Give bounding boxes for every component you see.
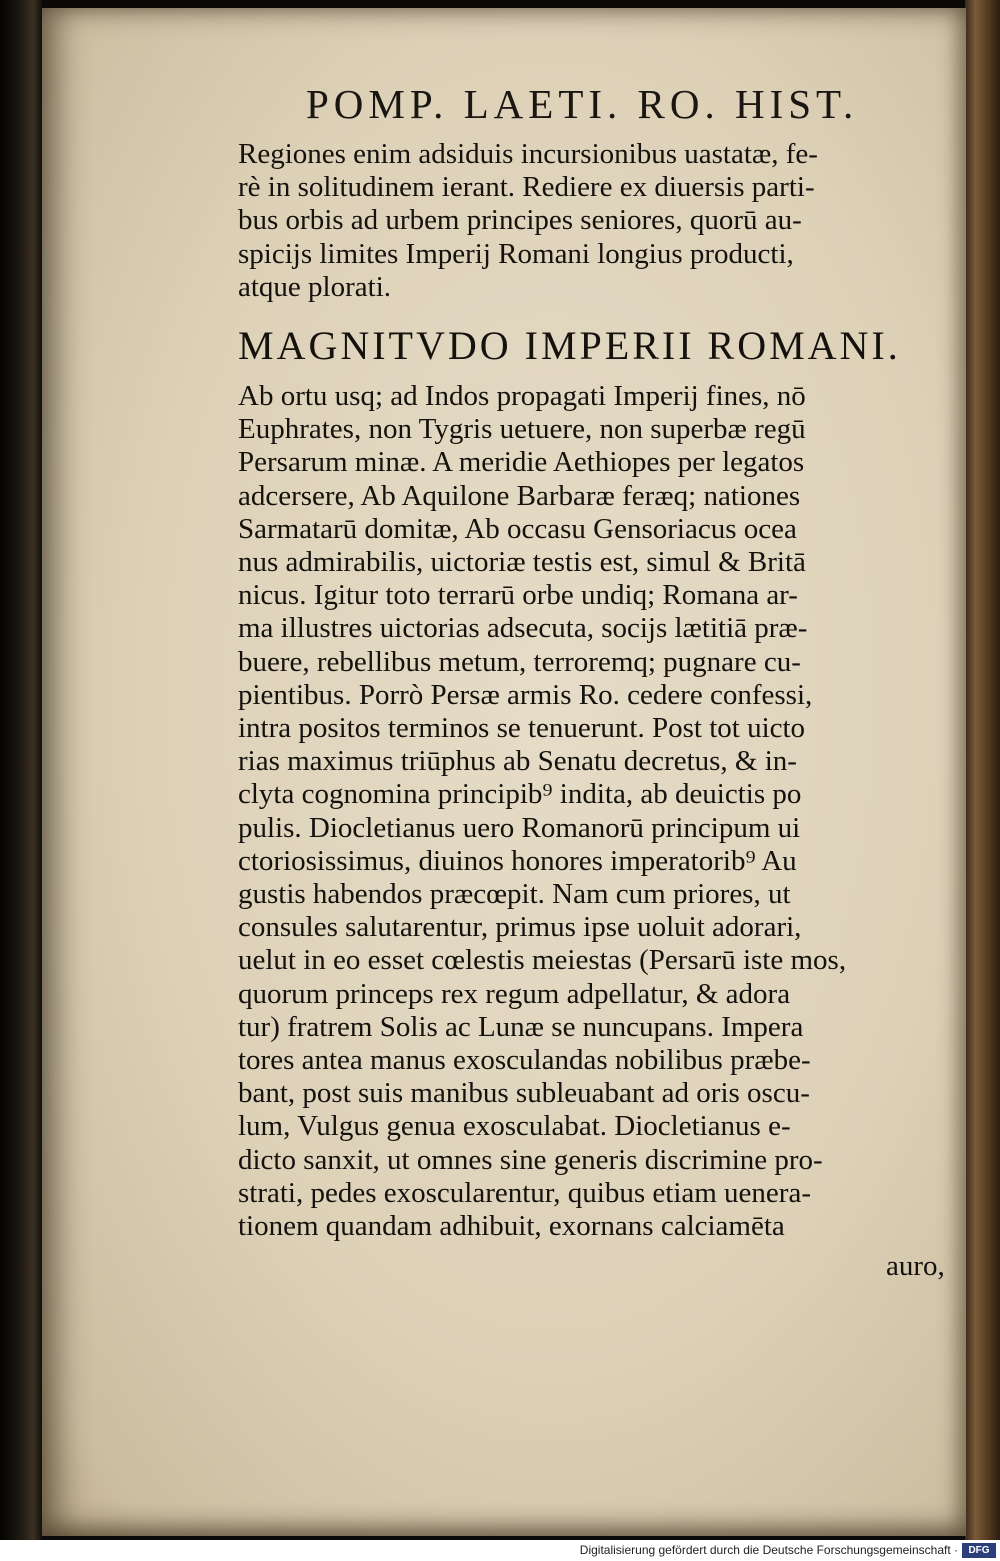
book-page — [42, 8, 966, 1536]
book-cover-edge — [965, 0, 1000, 1561]
catchword: auro, — [886, 1250, 945, 1282]
text-line: gustis habendos præcœpit. Nam cum priores, ut — [238, 878, 791, 911]
text-line: dicto sanxit, ut omnes sine generis discrimine pro- — [238, 1143, 823, 1176]
text-line: intra positos terminos se tenuerunt. Post tot uicto — [238, 712, 806, 745]
text-line: Regiones enim adsiduis incursionibus uastatæ, fe- — [238, 138, 818, 170]
text-line: lum, Vulgus genua exosculabat. Diocletianus e- — [238, 1110, 791, 1143]
text-line: buere, rebellibus metum, terroremq; pugnare cu- — [238, 645, 801, 678]
text-line: uelut in eo esset cœlestis meiestas (Persarū iste mos, — [238, 944, 847, 977]
text-line: ma illustres uictorias adsecuta, socijs lætitiā præ- — [238, 612, 808, 645]
text-line: nus admirabilis, uictoriæ testis est, simul & Britā — [238, 546, 806, 579]
text-line: atque plorati. — [238, 270, 392, 303]
text-block — [238, 138, 958, 1243]
text-line: rè in solitudinem ierant. Rediere ex diuersis parti- — [238, 171, 815, 204]
text-line: adcersere, Ab Aquilone Barbaræ feræq; nationes — [238, 479, 801, 512]
footer-credit: Digitalisierung gefördert durch die Deutsche Forschungsgemeinschaft · — [579, 1543, 958, 1557]
text-line: Sarmatarū domitæ, Ab occasu Gensoriacus ocea — [238, 512, 797, 545]
text-line: nicus. Igitur toto terrarū orbe undiq; Romana ar- — [238, 579, 798, 612]
text-line: bus orbis ad urbem principes seniores, quorū au- — [238, 204, 802, 237]
text-line: tores antea manus exosculandas nobilibus præbe- — [238, 1044, 811, 1077]
text-line: clyta cognomina principib⁹ indita, ab deuictis po — [238, 778, 802, 811]
running-head: POMP. LAETI. RO. HIST. — [306, 81, 859, 127]
text-line: pulis. Diocletianus uero Romanorū principum ui — [238, 811, 801, 844]
section-heading: MAGNITVDO IMPERII ROMANI. — [238, 323, 901, 369]
text-line: ctoriosissimus, diuinos honores imperatorib⁹ Au — [238, 844, 797, 877]
text-line: Persarum minæ. A meridie Aethiopes per legatos — [238, 446, 805, 479]
text-line: bant, post suis manibus subleuabant ad oris oscu- — [238, 1077, 810, 1110]
text-line: spicijs limites Imperij Romani longius producti, — [238, 237, 794, 270]
paragraph-1 — [238, 138, 958, 304]
text-line: quorum princeps rex regum adpellatur, & adora — [238, 977, 791, 1010]
text-line: strati, pedes exoscularentur, quibus etiam uenera- — [238, 1176, 811, 1209]
paragraph-2 — [238, 380, 958, 1243]
dfg-logo: DFG — [962, 1543, 996, 1558]
text-line: rias maximus triūphus ab Senatu decretus, & in- — [238, 745, 797, 778]
text-line: tur) fratrem Solis ac Lunæ se nuncupans. Impera — [238, 1010, 804, 1043]
text-line: pientibus. Porrò Persæ armis Ro. cedere confessi, — [238, 678, 813, 711]
book-binding-left — [0, 0, 42, 1561]
text-line: tionem quandam adhibuit, exornans calciamēta — [238, 1210, 785, 1243]
text-line: Ab ortu usq; ad Indos propagati Imperij fines, nō — [238, 380, 806, 413]
text-line: Euphrates, non Tygris uetuere, non superbæ regū — [238, 413, 806, 446]
text-line: consules salutarentur, primus ipse uoluit adorari, — [238, 911, 802, 944]
